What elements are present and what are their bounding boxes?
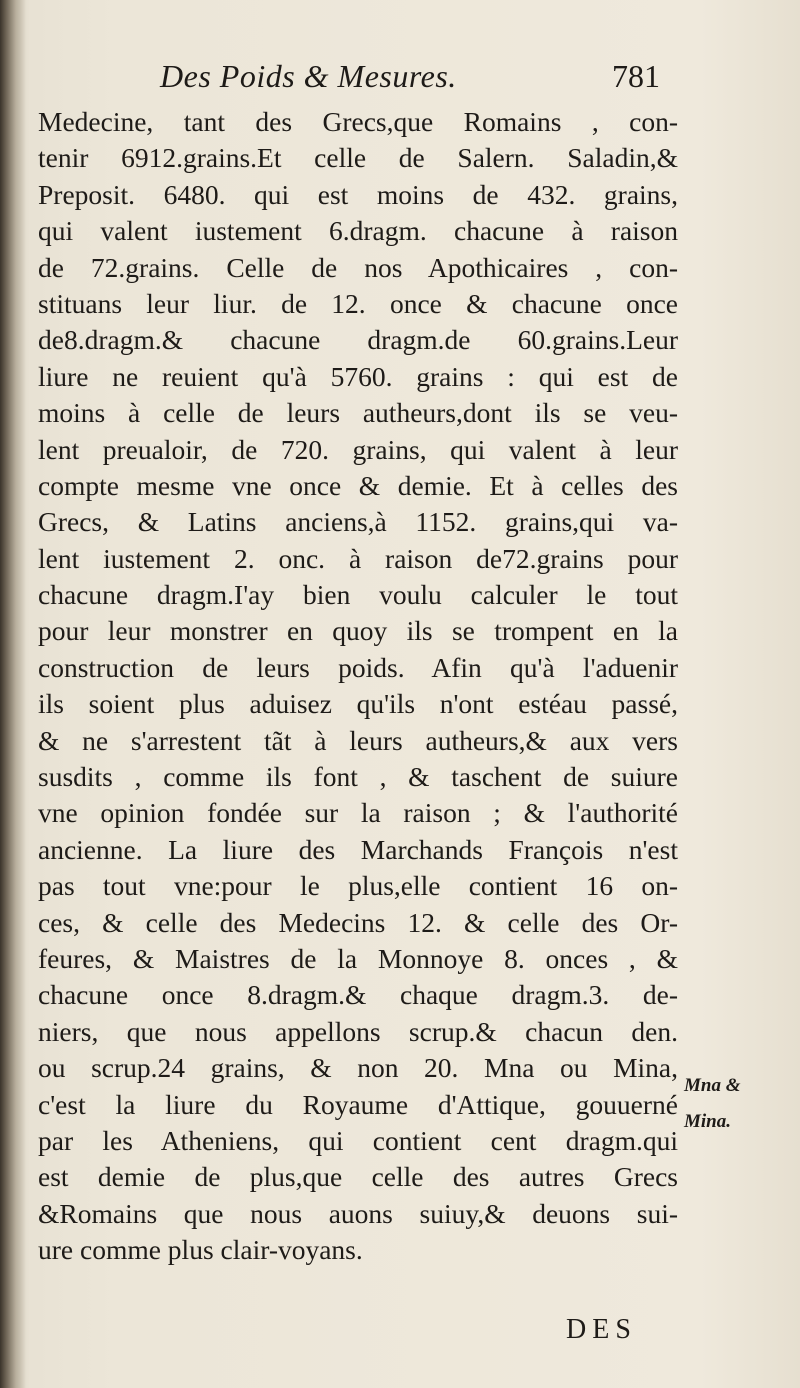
text-line: tenir 6912.grains.Et celle de Salern. Saladin,& [38, 142, 678, 174]
text-line: chacune dragm.I'ay bien voulu calculer le tout [38, 579, 678, 611]
text-line: ou scrup.24 grains, & non 20. Mna ou Mina, [38, 1052, 678, 1084]
text-line: lent iustement 2. onc. à raison de72.grains pour [38, 542, 678, 574]
margin-note-line: Mna & [684, 1075, 741, 1096]
page-number: 781 [612, 58, 660, 94]
text-line: par les Atheniens, qui contient cent dragm.qui [38, 1124, 678, 1156]
body-text [38, 104, 678, 1269]
text-line: Preposit. 6480. qui est moins de 432. grains, [38, 178, 678, 210]
text-line: Grecs, & Latins anciens,à 1152. grains,qui va- [38, 506, 678, 538]
text-line: &Romains que nous auons suiuy,& deuons sui- [38, 1197, 678, 1229]
text-line: susdits , comme ils font , & taschent de suiure [38, 761, 678, 793]
text-line: chacune once 8.dragm.& chaque dragm.3. de- [38, 979, 678, 1011]
text-line: feures, & Maistres de la Monnoye 8. onces , & [38, 942, 678, 974]
margin-note-line: Mina. [684, 1111, 731, 1132]
margin-note [684, 1068, 794, 1140]
text-line: moins à celle de leurs autheurs,dont ils se veu- [38, 397, 678, 429]
text-line: liure ne reuient qu'à 5760. grains : qui est de [38, 360, 678, 392]
text-line: vne opinion fondée sur la raison ; & l'authorité [38, 797, 678, 829]
text-line: c'est la liure du Royaume d'Attique, gouuerné [38, 1088, 678, 1120]
text-line: qui valent iustement 6.dragm. chacune à raison [38, 215, 678, 247]
text-line: lent preualoir, de 720. grains, qui valent à leur [38, 433, 678, 465]
text-line: construction de leurs poids. Afin qu'à l'aduenir [38, 651, 678, 683]
text-line: stituans leur liur. de 12. once & chacune once [38, 287, 678, 319]
running-head [0, 58, 800, 106]
text-line: ces, & celle des Medecins 12. & celle des Or- [38, 906, 678, 938]
text-line: est demie de plus,que celle des autres Grecs [38, 1161, 678, 1193]
catchword: DES [566, 1314, 637, 1345]
text-line: ancienne. La liure des Marchands François n'est [38, 833, 678, 865]
binding-gutter [0, 0, 26, 1388]
text-line: ure comme plus clair-voyans. [38, 1234, 363, 1266]
text-line: compte mesme vne once & demie. Et à celles des [38, 469, 678, 501]
text-line: niers, que nous appellons scrup.& chacun den. [38, 1015, 678, 1047]
text-line: de 72.grains. Celle de nos Apothicaires , con- [38, 251, 678, 283]
text-line: ils soient plus aduisez qu'ils n'ont estéau passé, [38, 688, 678, 720]
text-line: Medecine, tant des Grecs,que Romains , con- [38, 106, 678, 137]
text-line: pas tout vne:pour le plus,elle contient 16 on- [38, 870, 678, 902]
text-line: & ne s'arrestent tãt à leurs autheurs,& aux vers [38, 724, 678, 756]
text-line: pour leur monstrer en quoy ils se trompent en la [38, 615, 678, 647]
running-title: Des Poids & Mesures. [160, 58, 457, 94]
text-line: de8.dragm.& chacune dragm.de 60.grains.Leur [38, 324, 678, 356]
